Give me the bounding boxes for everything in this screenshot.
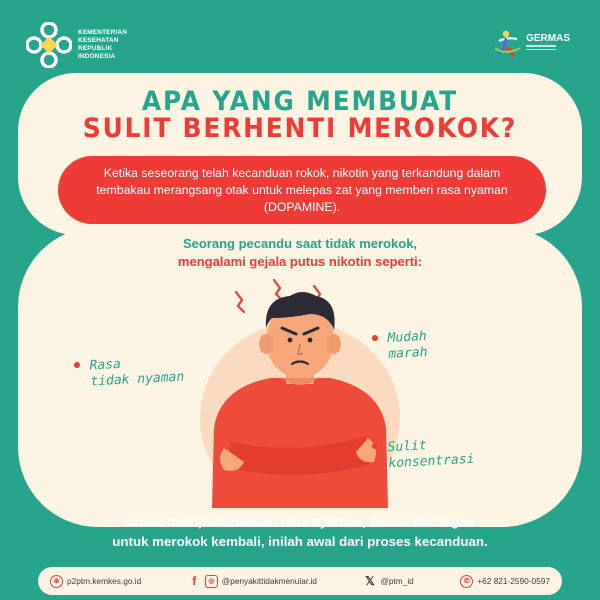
intro-box: [58, 156, 546, 224]
symptom-concentration: [387, 436, 475, 472]
footer-website[interactable]: [50, 575, 141, 588]
kemenkes-line-1: KEMENTERIAN: [78, 29, 128, 36]
globe-icon: ⊕: [50, 575, 63, 588]
conclusion-text: [0, 512, 600, 552]
intro-text: Ketika seseorang telah kecanduan rokok, nikotin yang terkandung dalam tembakau merangsang otak untuk melepas zat yang memberi rasa nyaman (DOPAMINE).: [96, 165, 508, 214]
footer-social-text[interactable]: @penyakittidakmenular.id: [221, 576, 317, 586]
conclusion-line-1: Untuk mempertahankan rasa nyaman, timbul dorongan: [125, 514, 475, 529]
symptom-discomfort: [89, 354, 184, 391]
kemenkes-logo: [26, 22, 127, 68]
title-line-1: APA YANG MEMBUAT: [141, 86, 459, 117]
footer-phone[interactable]: [460, 575, 550, 588]
stressed-man-illustration: [190, 278, 410, 508]
symptom-concentration-line-2: konsentrasi: [388, 451, 475, 472]
kemenkes-wordmark: [78, 29, 127, 61]
bullet-right-top: [372, 335, 378, 341]
x-icon[interactable]: 𝕏: [365, 574, 375, 588]
germas-tagline-graphic: [526, 45, 556, 53]
germas-logo: [493, 28, 570, 58]
germas-title: GERMAS: [526, 33, 570, 44]
subheading-line-1: Seorang pecandu saat tidak merokok,: [182, 236, 418, 251]
symptom-discomfort-line-1: Rasa: [89, 356, 122, 374]
germas-figure-icon: [493, 28, 523, 58]
symptom-concentration-line-1: Sulit: [387, 438, 428, 456]
bullet-right-bottom: [372, 443, 378, 449]
facebook-icon[interactable]: f: [192, 574, 197, 588]
symptom-irritable-line-2: marah: [388, 344, 428, 363]
footer-x[interactable]: [363, 575, 413, 588]
kemenkes-line-2: KESEHATAN: [78, 37, 119, 44]
footer-phone-text[interactable]: +62 821-2590-0597: [477, 576, 550, 586]
instagram-icon[interactable]: ◎: [205, 575, 218, 588]
footer-social[interactable]: [188, 575, 317, 588]
symptom-discomfort-line-2: tidak nyaman: [90, 369, 185, 390]
subheading-line-2: mengalami gejala putus nikotin seperti:: [177, 254, 423, 269]
whatsapp-icon[interactable]: ✆: [460, 575, 473, 588]
kemenkes-emblem-icon: [26, 22, 72, 68]
bullet-left: [74, 362, 80, 368]
kemenkes-line-3: REPUBLIK: [78, 45, 113, 52]
symptom-irritable-line-1: Mudah: [387, 328, 428, 347]
conclusion-line-2: untuk merokok kembali, inilah awal dari proses kecanduan.: [112, 534, 488, 549]
kemenkes-line-4: INDONESIA: [78, 53, 116, 60]
title-line-2: SULIT BERHENTI MEROKOK?: [82, 113, 518, 144]
footer-bar: [38, 567, 562, 595]
symptom-irritable: [387, 329, 428, 363]
footer-website-text[interactable]: p2ptm.kemkes.go.id: [67, 576, 142, 586]
germas-wordmark: [526, 33, 570, 53]
footer-x-text[interactable]: @ptm_id: [380, 576, 414, 586]
